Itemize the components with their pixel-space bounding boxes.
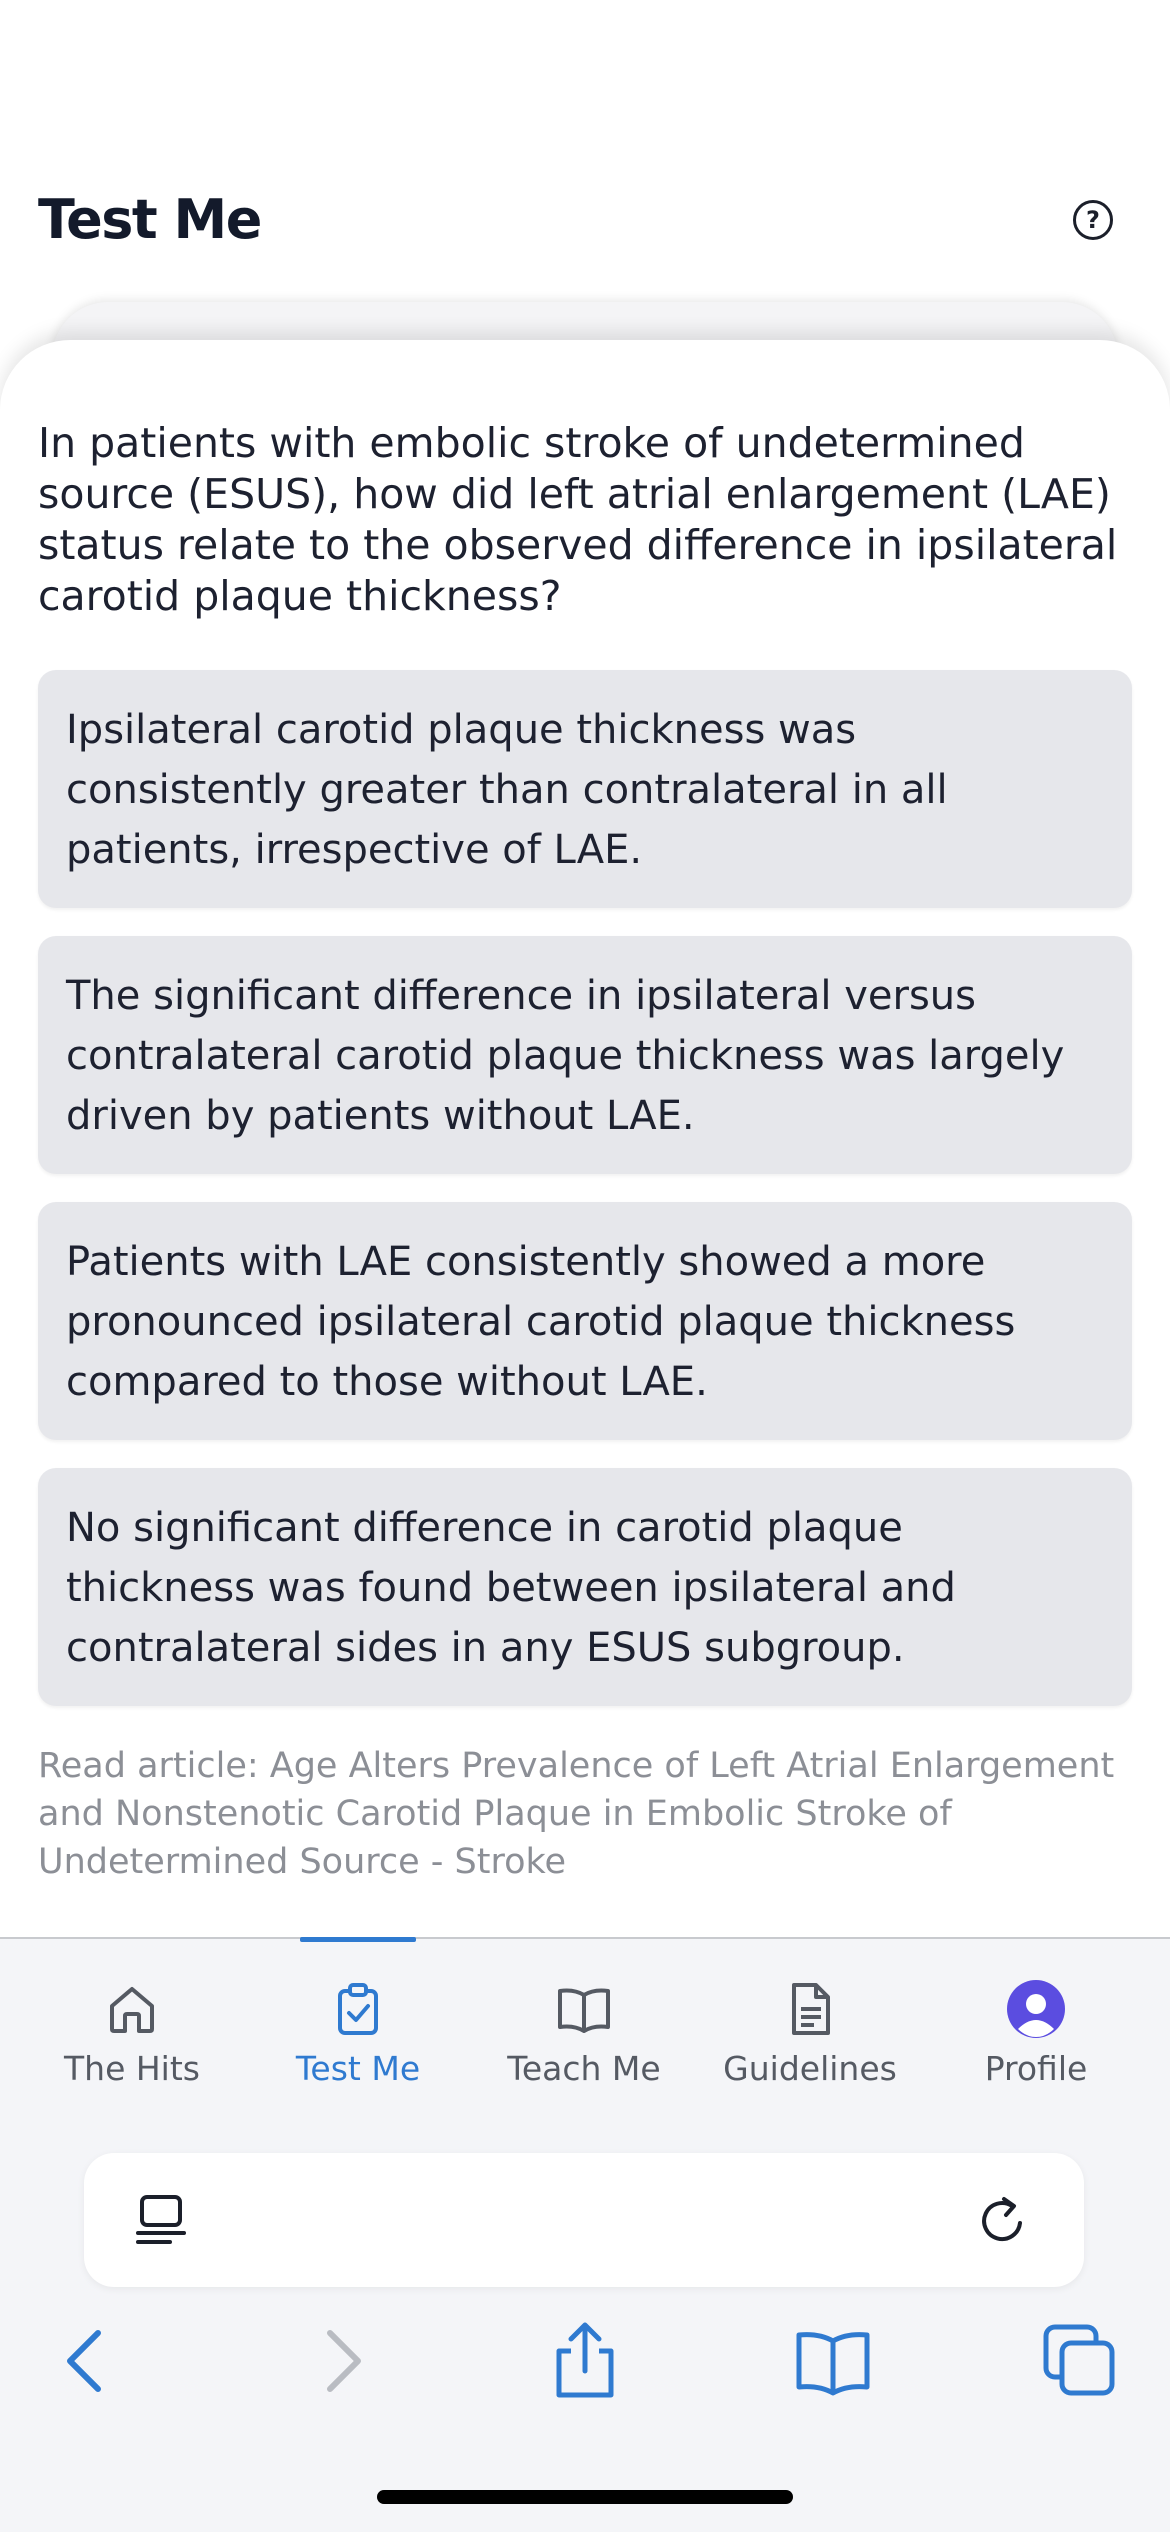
bookmarks-icon[interactable] [793, 2321, 873, 2401]
home-indicator[interactable] [377, 2490, 793, 2504]
tab-label: The Hits [64, 2049, 200, 2088]
user-avatar-icon [1006, 1979, 1066, 2039]
tab-label: Guidelines [723, 2049, 897, 2088]
tab-guidelines[interactable] [700, 1939, 920, 2131]
share-icon[interactable] [545, 2321, 625, 2401]
answer-option-2[interactable]: The significant difference in ipsilateral versus contralateral carotid plaque thickness was largely driven by patients without LAE. [38, 936, 1132, 1174]
question-circle-icon: ? [1086, 206, 1100, 234]
help-button[interactable] [1073, 200, 1113, 240]
reload-icon[interactable] [974, 2191, 1034, 2251]
address-bar[interactable] [84, 2153, 1084, 2287]
read-article-link[interactable]: Read article: Age Alters Prevalence of Left Atrial Enlargement and Nonstenotic Carotid Plaque in Embolic Stroke of Undetermined Source - Stroke [38, 1746, 1115, 1882]
bottom-tab-bar [0, 1937, 1170, 2129]
answer-option-3[interactable]: Patients with LAE consistently showed a more pronounced ipsilateral carotid plaque thickness compared to those without LAE. [38, 1202, 1132, 1440]
document-icon [780, 1979, 840, 2039]
forward-icon[interactable] [300, 2321, 380, 2401]
tab-label: Test Me [295, 2049, 421, 2088]
tab-teach-me[interactable] [474, 1939, 694, 2131]
answer-option-1[interactable]: Ipsilateral carotid plaque thickness was consistently greater than contralateral in all patients, irrespective of LAE. [38, 670, 1132, 908]
clipboard-check-icon [328, 1979, 388, 2039]
browser-toolbar [0, 2129, 1170, 2532]
tab-test-me[interactable] [248, 1939, 468, 2131]
back-icon[interactable] [48, 2321, 128, 2401]
answer-option-4[interactable]: No significant difference in carotid plaque thickness was found between ipsilateral and contralateral sides in any ESUS subgroup. [38, 1468, 1132, 1706]
tab-label: Teach Me [507, 2049, 661, 2088]
quiz-question: In patients with embolic stroke of undetermined source (ESUS), how did left atrial enlargement (LAE) status relate to the observed difference in ipsilateral carotid plaque thickness? [38, 419, 1118, 620]
tabs-icon[interactable] [1040, 2321, 1120, 2401]
home-icon [102, 1979, 162, 2039]
tab-label: Profile [984, 2049, 1088, 2088]
tab-the-hits[interactable] [22, 1939, 242, 2131]
page-title: Test Me [38, 188, 261, 251]
page-menu-icon[interactable] [134, 2193, 190, 2249]
book-open-icon [554, 1979, 614, 2039]
tab-profile[interactable] [926, 1939, 1146, 2131]
